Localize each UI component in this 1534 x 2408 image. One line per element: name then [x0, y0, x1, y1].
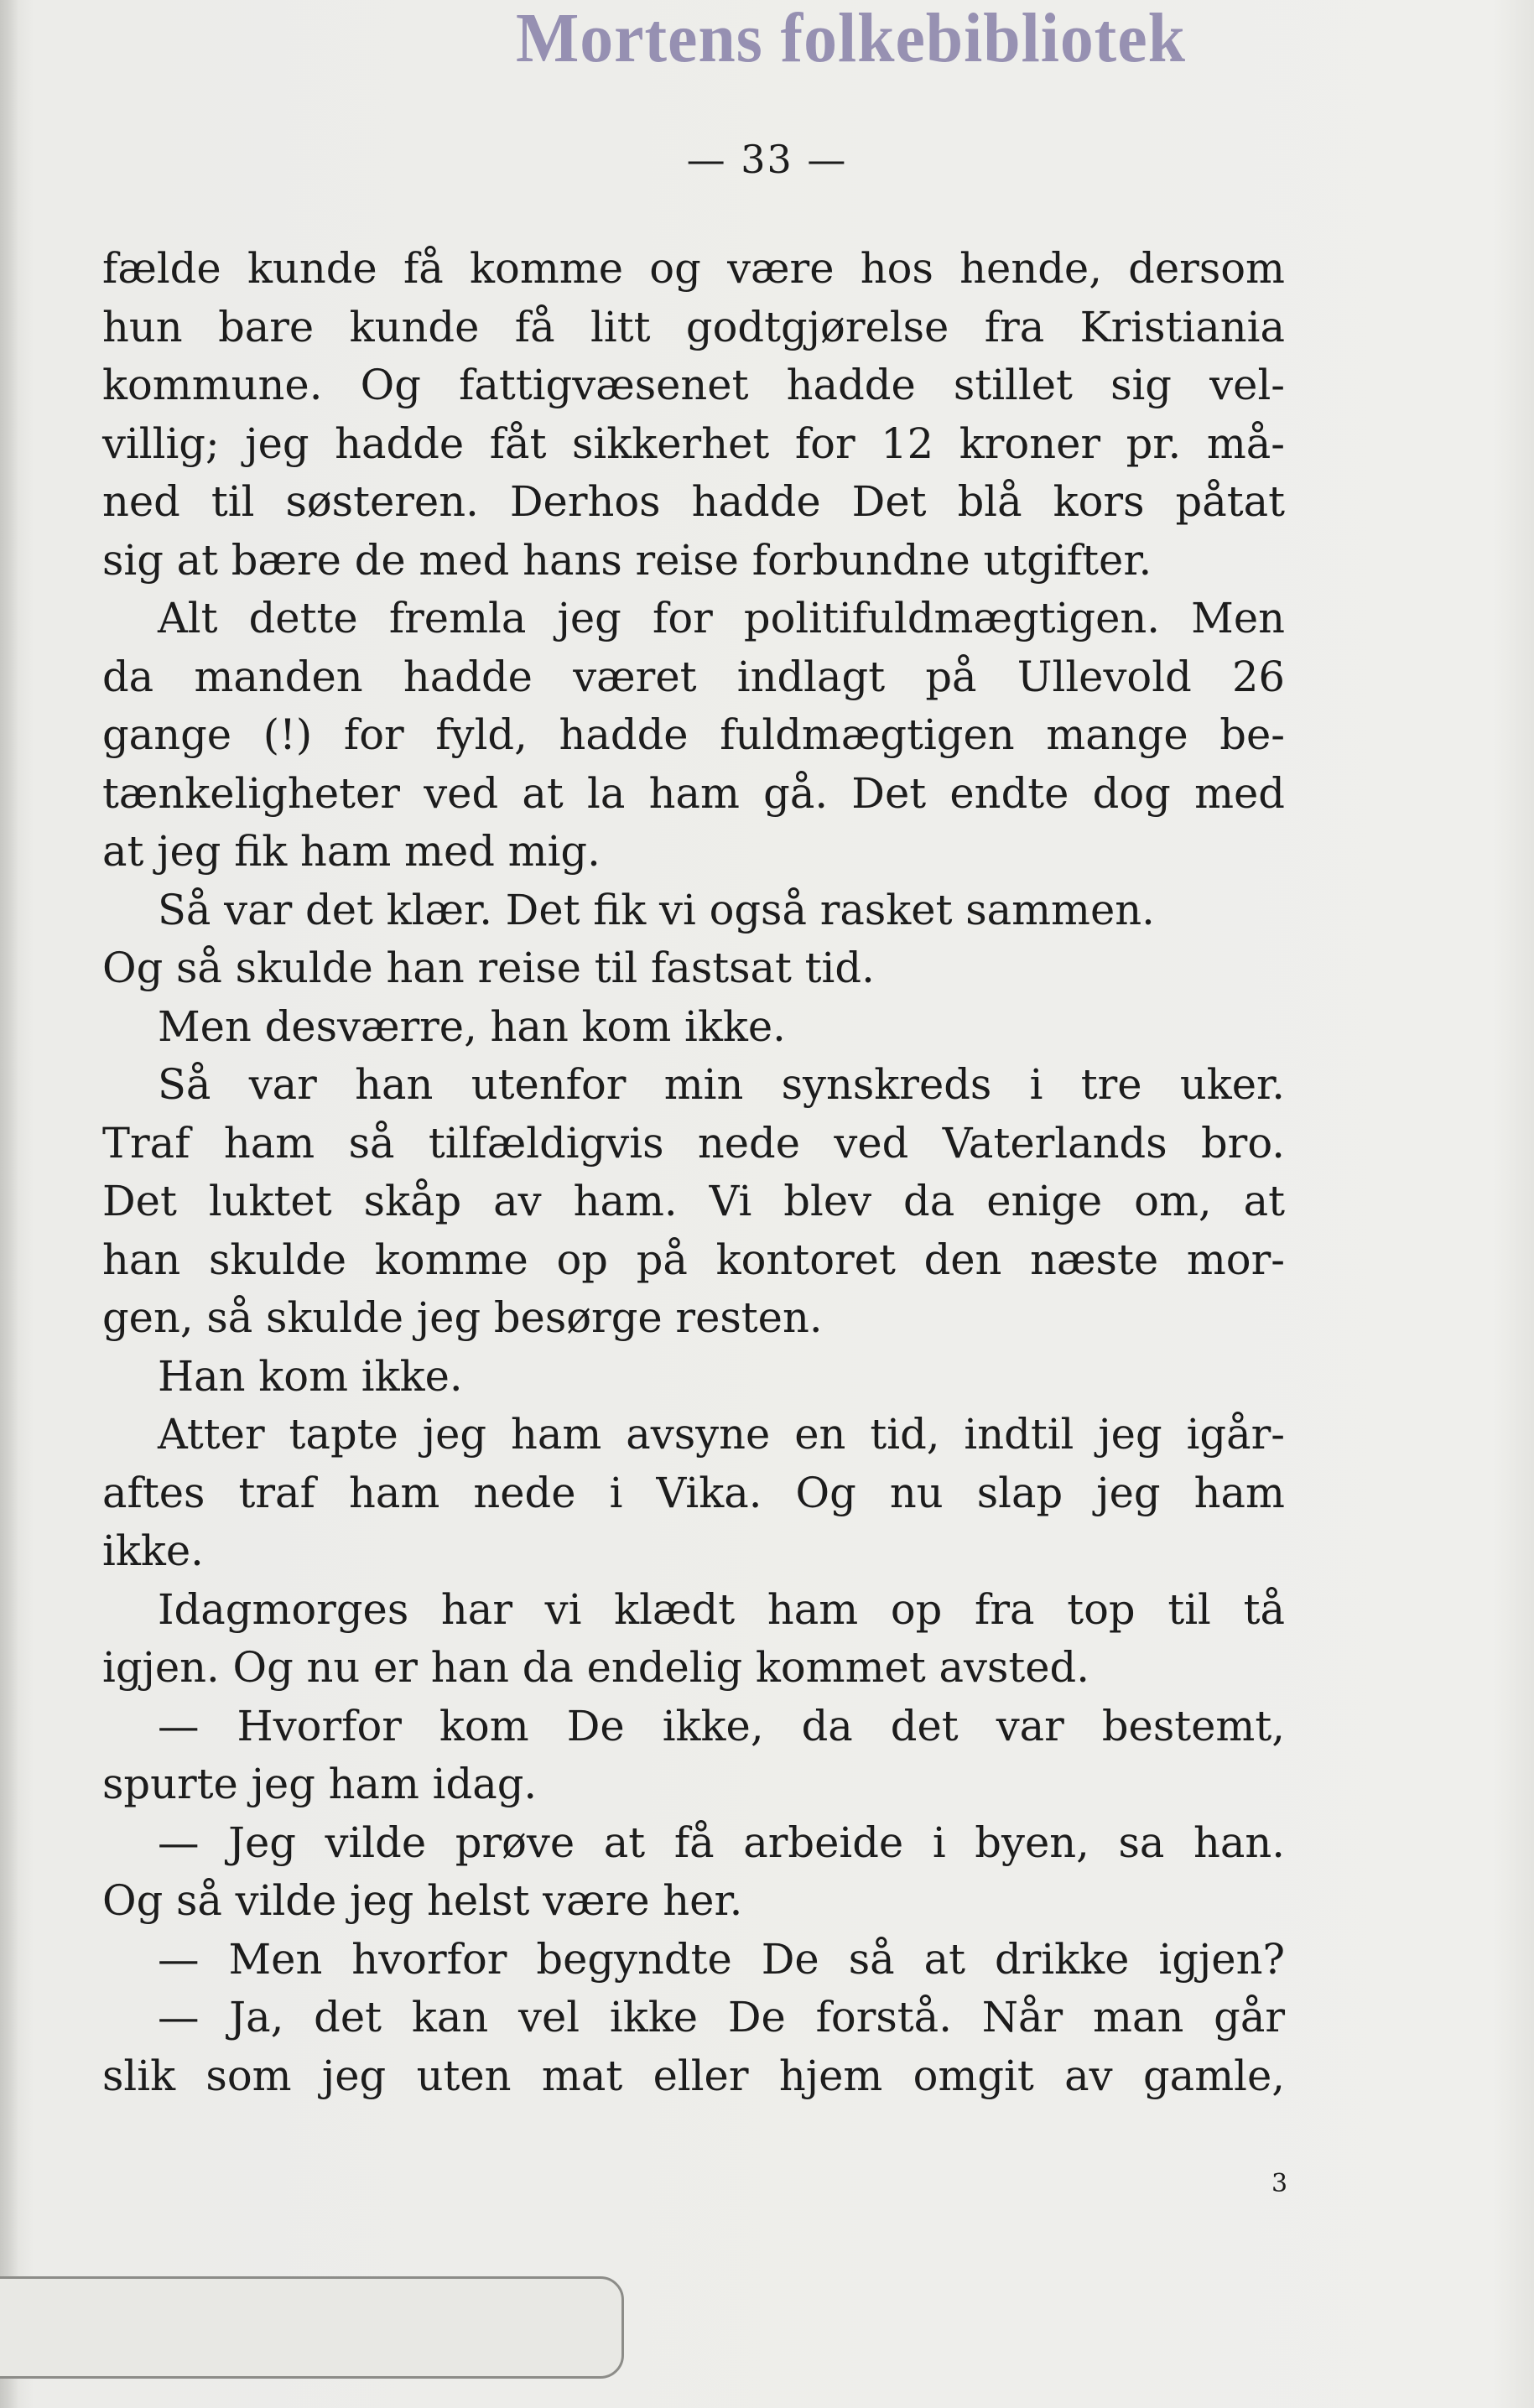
- text-line: ikke.: [102, 1526, 204, 1575]
- text-line: hun bare kunde få litt godtgjørelse fra Kristiania: [102, 302, 1285, 351]
- text-line: Og så vilde jeg helst være her.: [102, 1876, 743, 1925]
- text-line: villig; jeg hadde fåt sikkerhet for 12 kroner pr. må-: [102, 419, 1285, 468]
- signature-mark: 3: [1271, 2169, 1288, 2198]
- library-stamp: Mortens folkebibliotek: [516, 5, 1186, 72]
- page-number: — 33 —: [686, 137, 848, 182]
- text-line: — Jeg vilde prøve at få arbeide i byen, sa han.: [158, 1818, 1285, 1867]
- text-line: han skulde komme op på kontoret den næste mor-: [102, 1235, 1285, 1284]
- text-line: tænkeligheter ved at la ham gå. Det endte dog med: [102, 768, 1285, 818]
- text-line: Men desværre, han kom ikke.: [158, 1001, 786, 1051]
- text-line: Traf ham så tilfældigvis nede ved Vaterlands bro.: [102, 1118, 1285, 1168]
- text-line: Alt dette fremla jeg for politifuldmægtigen. Men: [158, 594, 1285, 642]
- text-line: gen, så skulde jeg besørge resten.: [102, 1293, 823, 1342]
- text-line: aftes traf ham nede i Vika. Og nu slap jeg ham: [102, 1468, 1285, 1517]
- text-line: — Men hvorfor begyndte De så at drikke igjen?: [158, 1934, 1285, 1984]
- text-line: ned til søsteren. Derhos hadde Det blå kors påtat: [102, 477, 1285, 526]
- text-line: Atter tapte jeg ham avsyne en tid, indtil jeg igår-: [158, 1410, 1285, 1459]
- text-line: igjen. Og nu er han da endelig kommet avsted.: [102, 1643, 1089, 1692]
- page-edge-shadow: [0, 0, 18, 2408]
- text-line: kommune. Og fattigvæsenet hadde stillet sig vel-: [102, 361, 1285, 409]
- text-line: Og så skulde han reise til fastsat tid.: [102, 944, 875, 992]
- text-line: — Hvorfor kom De ikke, da det var bestemt,: [158, 1701, 1285, 1750]
- text-line: fælde kunde få komme og være hos hende, dersom: [102, 244, 1285, 293]
- text-line: Så var det klær. Det fik vi også rasket sammen.: [158, 885, 1155, 934]
- text-line: sig at bære de med hans reise forbundne utgifter.: [102, 535, 1152, 585]
- text-line: — Ja, det kan vel ikke De forstå. Når man går: [158, 1993, 1285, 2041]
- text-line: spurte jeg ham idag.: [102, 1760, 538, 1808]
- text-line: slik som jeg uten mat eller hjem omgit av gamle,: [102, 2051, 1285, 2100]
- text-line: at jeg fik ham med mig.: [102, 827, 601, 876]
- text-line: Han kom ikke.: [158, 1351, 463, 1401]
- text-line: Det luktet skåp av ham. Vi blev da enige om, at: [102, 1177, 1285, 1225]
- bookmark-tab: [0, 2276, 624, 2379]
- body-text: [102, 240, 1285, 2105]
- text-line: gange (!) for fyld, hadde fuldmægtigen mange be-: [102, 710, 1285, 759]
- text-line: Så var han utenfor min synskreds i tre uker.: [158, 1060, 1285, 1109]
- text-line: da manden hadde været indlagt på Ullevold 26: [102, 652, 1285, 701]
- text-line: Idagmorges har vi klædt ham op fra top til tå: [158, 1584, 1285, 1634]
